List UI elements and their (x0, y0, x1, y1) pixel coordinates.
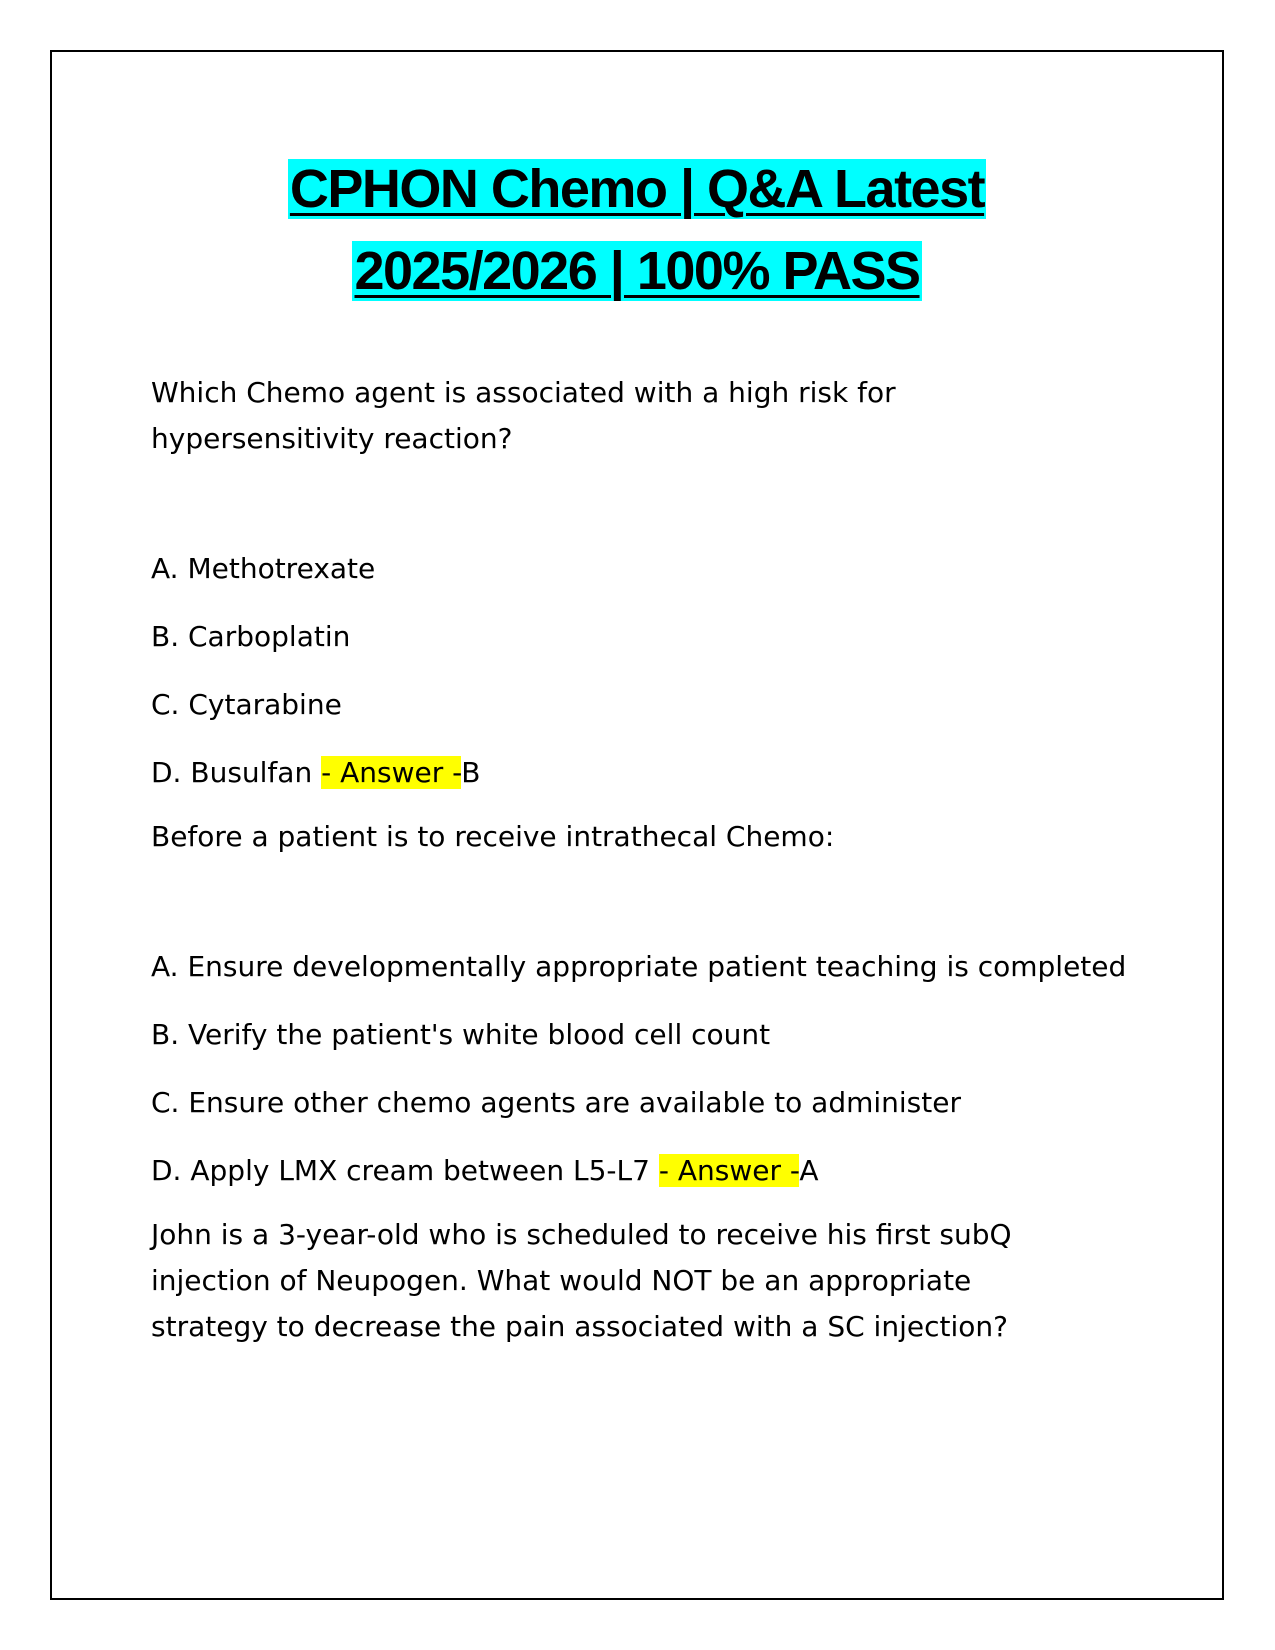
question-1-option-d (151, 750, 1131, 796)
question-2-option-c: C. Ensure other chemo agents are available to administer (151, 1086, 961, 1119)
document-title (50, 148, 1224, 312)
question-1-text: Which Chemo agent is associated with a high risk for hypersensitivity reaction? (151, 376, 896, 455)
title-text-2: 2025/2026 | 100% PASS (354, 241, 920, 301)
question-1-option-d-text: D. Busulfan (151, 756, 322, 789)
question-3-text: John is a 3-year-old who is scheduled to receive his first subQ injection of Neupogen. What would NOT be an appropriate strategy to decrease the pain associated with a SC injection? (151, 1218, 1012, 1343)
question-2-option-d (151, 1148, 1131, 1194)
document-body (151, 370, 1131, 1350)
question-2-option-b: B. Verify the patient's white blood cell count (151, 1018, 771, 1051)
question-2-answer: A (799, 1154, 819, 1187)
question-2-answer-label: - Answer - (658, 1154, 800, 1187)
question-1-option-a: A. Methotrexate (151, 552, 376, 585)
question-1-option-c: C. Cytarabine (151, 688, 342, 721)
title-line-2 (50, 230, 1224, 312)
question-2-option-a: A. Ensure developmentally appropriate patient teaching is completed (151, 950, 1127, 983)
title-line-1 (50, 148, 1224, 230)
question-1-answer: B (461, 756, 481, 789)
title-text-1: CPHON Chemo | Q&A Latest (289, 159, 985, 219)
question-2-option-d-text: D. Apply LMX cream between L5-L7 (151, 1154, 659, 1187)
question-1-option-b: B. Carboplatin (151, 620, 351, 653)
question-2-text: Before a patient is to receive intrathecal Chemo: (151, 820, 835, 853)
question-1-answer-label: - Answer - (321, 756, 462, 789)
